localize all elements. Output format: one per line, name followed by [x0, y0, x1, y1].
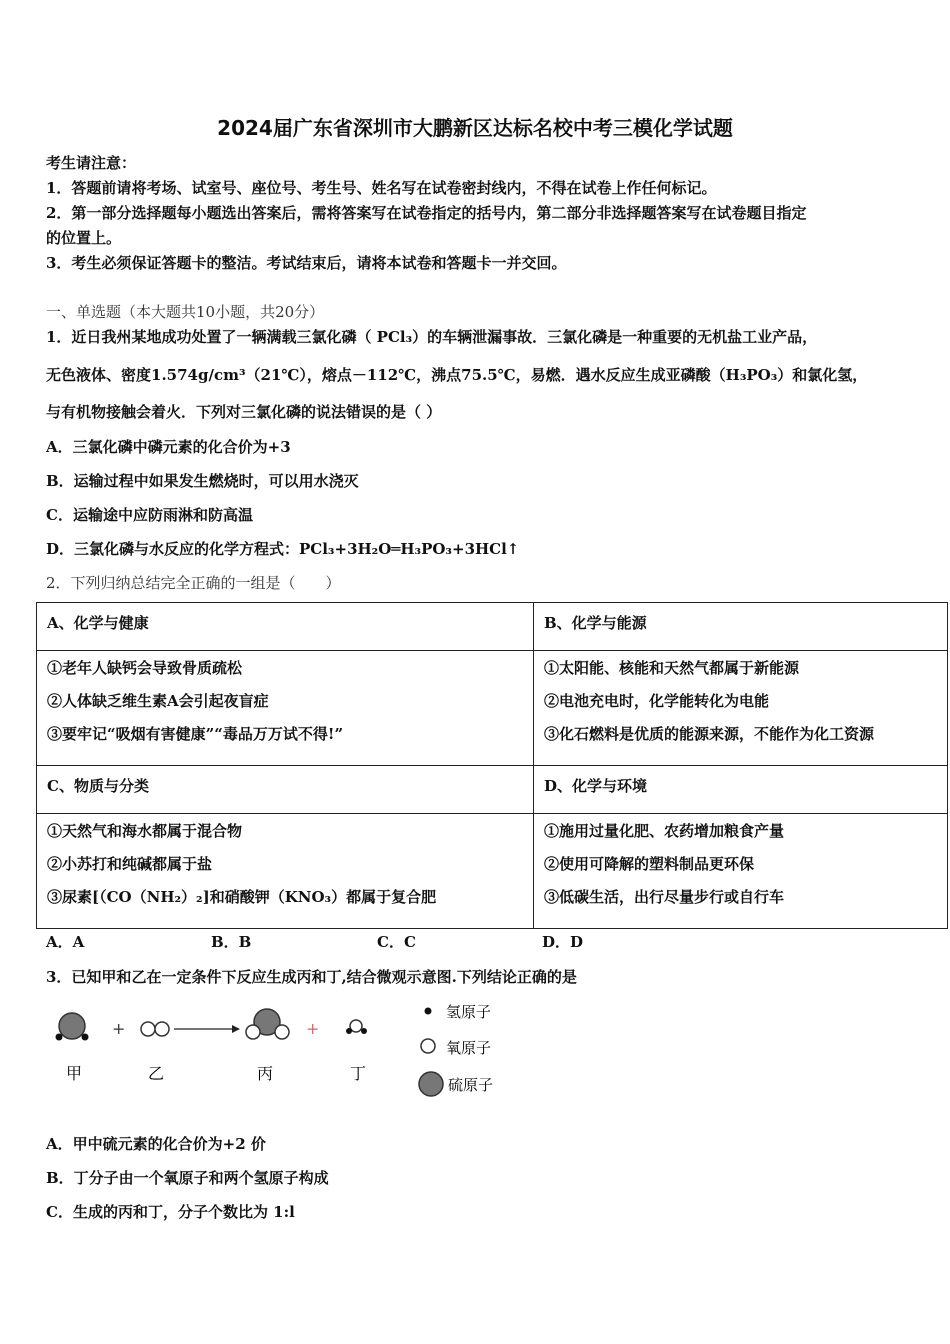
q2-option-d[interactable]: D．D [542, 933, 584, 951]
q2-option-b[interactable]: B．B [211, 933, 252, 951]
q2-summary-table [36, 602, 948, 929]
notice-heading: 考生请注意： [46, 154, 137, 172]
q3-option-b[interactable]: B．丁分子由一个氧原子和两个氢原子构成 [46, 1169, 329, 1187]
legend-sulfur [419, 1072, 493, 1096]
label-yi: 乙 [147, 1064, 165, 1083]
molecule-ding [346, 1020, 367, 1034]
notice-item-1: 1．答题前请将考场、试室号、座位号、考生号、姓名写在试卷密封线内，不得在试卷上作任何标记。 [46, 179, 717, 197]
section-heading: 一、单选题（本大题共10小题，共20分） [46, 303, 325, 321]
plus-sign: + [306, 1019, 320, 1038]
table-cell-d-body [534, 814, 948, 929]
label-bing: 丙 [256, 1064, 274, 1083]
q3-option-a[interactable]: A．甲中硫元素的化合价为+2 价 [46, 1135, 266, 1153]
q2-stem: 2．下列归纳总结完全正确的一组是（ ） [46, 574, 341, 592]
legend-hydrogen-label: 氢原子 [446, 1003, 492, 1021]
table-c-item-1: ①天然气和海水都属于混合物 [47, 822, 243, 840]
q2-option-c[interactable]: C．C [377, 933, 416, 951]
table-a-item-1: ①老年人缺钙会导致骨质疏松 [47, 659, 243, 677]
notice-item-2-cont: 的位置上。 [46, 229, 122, 247]
plus-sign: + [112, 1019, 126, 1038]
q1-stem-line-1: 1．近日我州某地成功处置了一辆满载三氯化磷（ PCl₃）的车辆泄漏事故．三氯化磷是一种重要的无机盐工业产品， [46, 328, 818, 346]
table-b-item-2: ②电池充电时，化学能转化为电能 [544, 692, 770, 710]
q1-option-a[interactable]: A．三氯化磷中磷元素的化合价为+3 [46, 438, 291, 456]
legend-oxygen [421, 1039, 491, 1057]
page-title: 2024届广东省深圳市大鹏新区达标名校中考三模化学试题 [217, 116, 733, 140]
q1-stem-line-3: 与有机物接触会着火．下列对三氯化磷的说法错误的是（ ） [46, 403, 442, 421]
table-cell-c-head: C、物质与分类 [37, 766, 534, 814]
table-c-item-2: ②小苏打和纯碱都属于盐 [47, 855, 213, 873]
legend-hydrogen [425, 1003, 492, 1021]
q1-option-c[interactable]: C．运输途中应防雨淋和防高温 [46, 506, 253, 524]
legend-oxygen-label: 氧原子 [446, 1039, 492, 1057]
q1-option-b[interactable]: B．运输过程中如果发生燃烧时，可以用水浇灭 [46, 472, 359, 490]
table-cell-a-head: A、化学与健康 [37, 603, 534, 651]
table-d-item-2: ②使用可降解的塑料制品更环保 [544, 855, 755, 873]
q2-option-a[interactable]: A．A [46, 933, 85, 951]
table-cell-a-body [37, 651, 534, 766]
q3-stem: 3．已知甲和乙在一定条件下反应生成丙和丁,结合微观示意图.下列结论正确的是 [46, 968, 577, 986]
table-cell-b-body [534, 651, 948, 766]
notice-item-3: 3．考生必须保证答题卡的整洁。考试结束后，请将本试卷和答题卡一并交回。 [46, 254, 567, 272]
notice-item-2: 2．第一部分选择题每小题选出答案后，需将答案写在试卷指定的括号内，第二部分非选择题答案写在试卷题目指定 [46, 204, 807, 222]
label-jia: 甲 [65, 1064, 83, 1083]
table-d-item-3: ③低碳生活，出行尽量步行或自行车 [544, 888, 785, 906]
q1-option-d[interactable]: D．三氯化磷与水反应的化学方程式：PCl₃+3H₂O═H₃PO₃+3HCl↑ [46, 540, 520, 558]
table-cell-d-head: D、化学与环境 [534, 766, 948, 814]
reaction-arrow [174, 1025, 240, 1033]
molecule-yi [141, 1022, 169, 1036]
table-cell-c-body [37, 814, 534, 929]
legend-sulfur-label: 硫原子 [448, 1076, 494, 1094]
table-b-item-3: ③化石燃料是优质的能源来源，不能作为化工资源 [544, 725, 875, 743]
reaction-diagram [40, 1000, 520, 1100]
table-b-item-1: ①太阳能、核能和天然气都属于新能源 [544, 659, 800, 677]
table-d-item-1: ①施用过量化肥、农药增加粮食产量 [544, 822, 785, 840]
q1-stem-line-2: 无色液体、密度1.574g/cm³（21℃），熔点－112℃，沸点75.5℃，易燃．遇水反应生成亚磷酸（H₃PO₃）和氯化氢， [46, 366, 868, 384]
molecule-jia [56, 1013, 89, 1041]
table-cell-b-head: B、化学与能源 [534, 603, 948, 651]
molecule-bing [246, 1009, 289, 1039]
table-a-item-2: ②人体缺乏维生素A会引起夜盲症 [47, 692, 269, 710]
table-a-item-3: ③要牢记“吸烟有害健康”“毒品万万试不得!” [47, 725, 344, 743]
q3-option-c[interactable]: C．生成的丙和丁，分子个数比为 1:l [46, 1203, 295, 1221]
label-ding: 丁 [349, 1064, 367, 1083]
table-c-item-3: ③尿素[（CO（NH₂）₂]和硝酸钾（KNO₃）都属于复合肥 [47, 888, 437, 906]
